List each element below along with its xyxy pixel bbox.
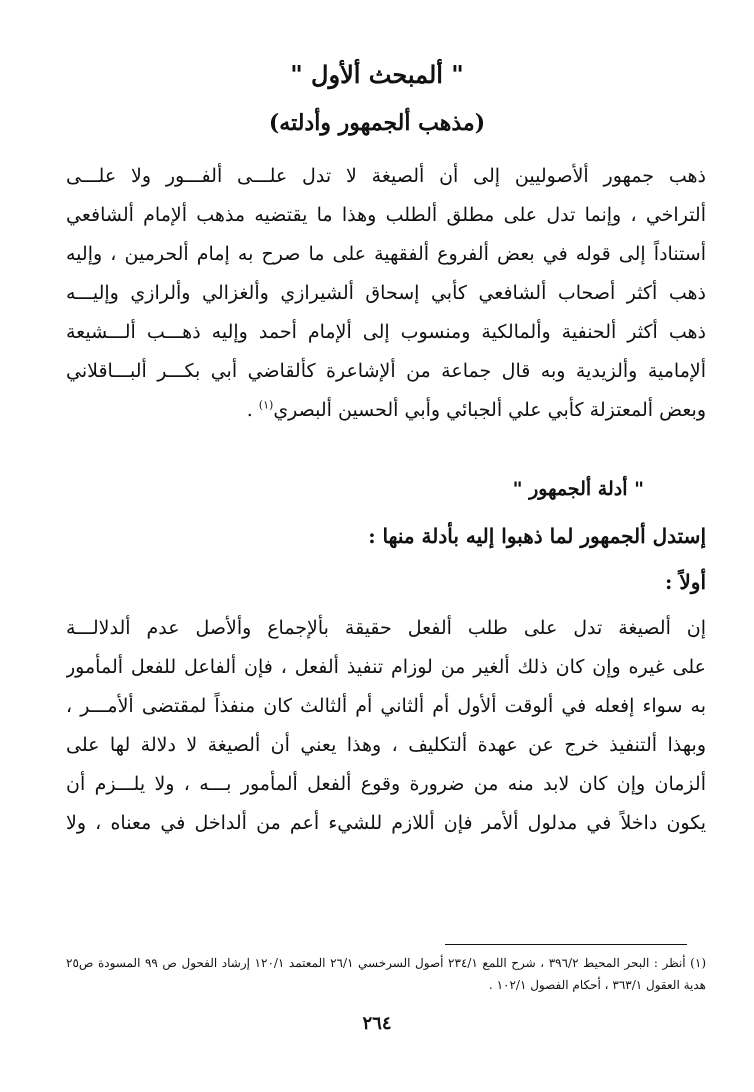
text-line: به سواء إفعله في ألوقت ألأول أم ألثاني أم ألثالث كان منفذاً لمقتضى ألأمـــر ، xyxy=(66,695,706,717)
text-line: ذهب أكثر أصحاب ألشافعي كأبي إسحاق ألشيرازي وألغزالي وألرازي وإليـــه xyxy=(66,282,706,304)
page-number: ٢٦٤ xyxy=(362,1013,392,1034)
text-line: إن ألصيغة تدل على طلب ألفعل حقيقة بألإجماع وألأصل عدم ألدلالـــة xyxy=(66,617,706,639)
text-line: ألتراخي ، وإنما تدل على مطلق ألطلب وهذا ما يقتضيه مذهب ألإمام ألشافعي xyxy=(66,204,706,226)
section-subtitle: (مذهب ألجمهور وأدلته) xyxy=(268,110,486,136)
text-line: يكون داخلاً في مدلول ألأمر فإن أللازم للشيء أعم من ألداخل في معناه ، ولا xyxy=(66,812,706,834)
footnote-separator xyxy=(445,944,687,945)
text-line: ذهب أكثر ألحنفية وألمالكية ومنسوب إلى ألإمام أحمد وإليه ذهـــب ألـــشيعة xyxy=(66,321,706,343)
footnotes xyxy=(66,952,706,996)
evidence-heading: " أدلة ألجمهور " xyxy=(512,478,644,500)
footnote-line: هدية العقول ٣٦٣/١ ، أحكام الفصول ١٠٢/١ . xyxy=(488,978,706,992)
text-line: وبهذا ألتنفيذ خرج عن عهدة ألتكليف ، وهذا يعني أن ألصيغة لا دلالة لها على xyxy=(66,734,706,756)
text-line: ألإمامية وألزيدية وبه قال جماعة من ألإشاعرة كألقاضي أبي بكـــر ألبـــاقلاني xyxy=(66,360,706,382)
footnote-reference: (١) xyxy=(258,398,274,412)
text-line-content: وبعض ألمعتزلة كأبي علي ألجبائي وأبي ألحسين ألبصري xyxy=(273,399,706,421)
section-title: " ألمبحث ألأول " xyxy=(290,60,464,89)
paragraph-2 xyxy=(66,609,706,843)
text-line: ألزمان وإن كان لابد منه من ضرورة وقوع ألفعل ألمأمور بـــه ، ولا يلـــزم أن xyxy=(66,773,706,795)
text-line: ذهب جمهور ألأصوليين إلى أن ألصيغة لا تدل علـــى ألفـــور ولا علـــى xyxy=(66,165,706,187)
first-evidence-heading: أولاً : xyxy=(665,570,706,594)
text-line-ending: . xyxy=(246,399,259,421)
text-line: أستناداً إلى قوله في بعض ألفروع ألفقهية على ما صرح به إمام ألحرمين ، وإليه xyxy=(66,243,706,265)
paragraph-1 xyxy=(66,157,706,430)
evidence-intro: إستدل ألجمهور لما ذهبوا إليه بأدلة منها : xyxy=(368,524,706,548)
footnote-line: (١) أنظر : البحر المحيط ٣٩٦/٢ ، شرح اللمع ٢٣٤/١ أصول السرخسي ٢٦/١ المعتمد ١٢٠/١ إرشاد الفحول ص ٩٩ المسودة ص٢٥ xyxy=(66,956,706,970)
text-line: على غيره وإن كان ذلك ألغير من لوزام تنفيذ ألفعل ، فإن ألفاعل للفعل ألمأمور xyxy=(66,656,706,678)
text-line-last xyxy=(66,391,706,430)
